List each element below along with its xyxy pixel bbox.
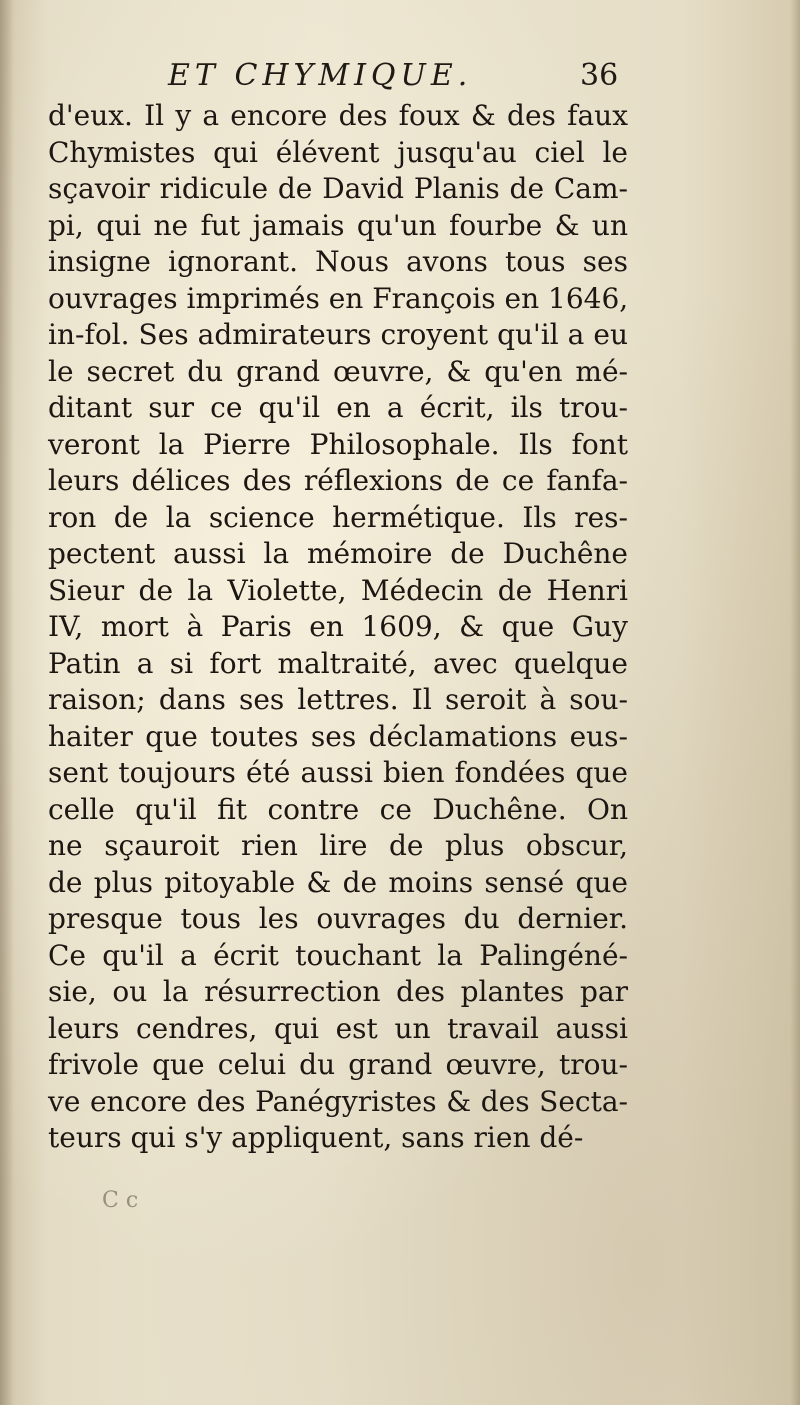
text-line: ditant sur ce qu'il en a écrit, ils trou- — [48, 391, 628, 424]
text-line: insigne ignorant. Nous avons tous ses — [48, 245, 628, 278]
text-line: Ce qu'il a écrit touchant la Palingéné- — [48, 938, 628, 972]
text-line: leurs délices des réflexions de ce fanfa- — [48, 464, 628, 497]
text-line: haiter que toutes ses déclamations eus- — [48, 719, 628, 753]
text-line: Sieur de la Violette, Médecin de Henri — [48, 573, 628, 607]
text-line: sent toujours été aussi bien fondées que — [48, 756, 628, 789]
page-header — [48, 58, 628, 98]
text-line: IV, mort à Paris en 1609, & que Guy — [48, 610, 628, 643]
text-line: frivole que celui du grand œuvre, trou- — [48, 1048, 628, 1081]
text-line: pectent aussi la mémoire de Duchêne — [48, 537, 628, 570]
text-line: sie, ou la résurrection des plantes par — [48, 975, 628, 1008]
body-text — [48, 98, 628, 1157]
text-line: ouvrages imprimés en François en 1646, — [48, 281, 629, 315]
text-line: celle qu'il fit contre ce Duchêne. On — [48, 792, 628, 826]
text-line: teurs qui s'y appliquent, sans rien dé- — [48, 1121, 584, 1154]
text-line: d'eux. Il y a encore des foux & des faux — [48, 99, 628, 132]
text-line: presque tous les ouvrages du dernier. — [48, 902, 628, 935]
text-line: leurs cendres, qui est un travail aussi — [48, 1011, 628, 1045]
running-head: ET CHYMIQUE. — [168, 58, 473, 93]
text-line: ve encore des Panégyristes & des Secta- — [48, 1084, 628, 1118]
text-line: pi, qui ne fut jamais qu'un fourbe & un — [48, 208, 628, 242]
catchword: C c — [102, 1188, 139, 1213]
text-line: le secret du grand œuvre, & qu'en mé- — [48, 354, 628, 388]
text-line: de plus pitoyable & de moins sensé que — [48, 865, 628, 899]
text-line: Chymistes qui élévent jusqu'au ciel le — [48, 135, 628, 169]
text-line: ne sçauroit rien lire de plus obscur, — [48, 829, 628, 862]
text-line: veront la Pierre Philosophale. Ils font — [48, 427, 628, 461]
text-line: Patin a si fort maltraité, avec quelque — [48, 646, 628, 680]
page-number: 36 — [580, 58, 619, 93]
text-line: in-fol. Ses admirateurs croyent qu'il a eu — [48, 318, 628, 351]
text-line: raison; dans ses lettres. Il seroit à sou- — [48, 683, 628, 716]
text-line: ron de la science hermétique. Ils res- — [48, 500, 628, 534]
text-line: sçavoir ridicule de David Planis de Cam- — [48, 172, 628, 205]
